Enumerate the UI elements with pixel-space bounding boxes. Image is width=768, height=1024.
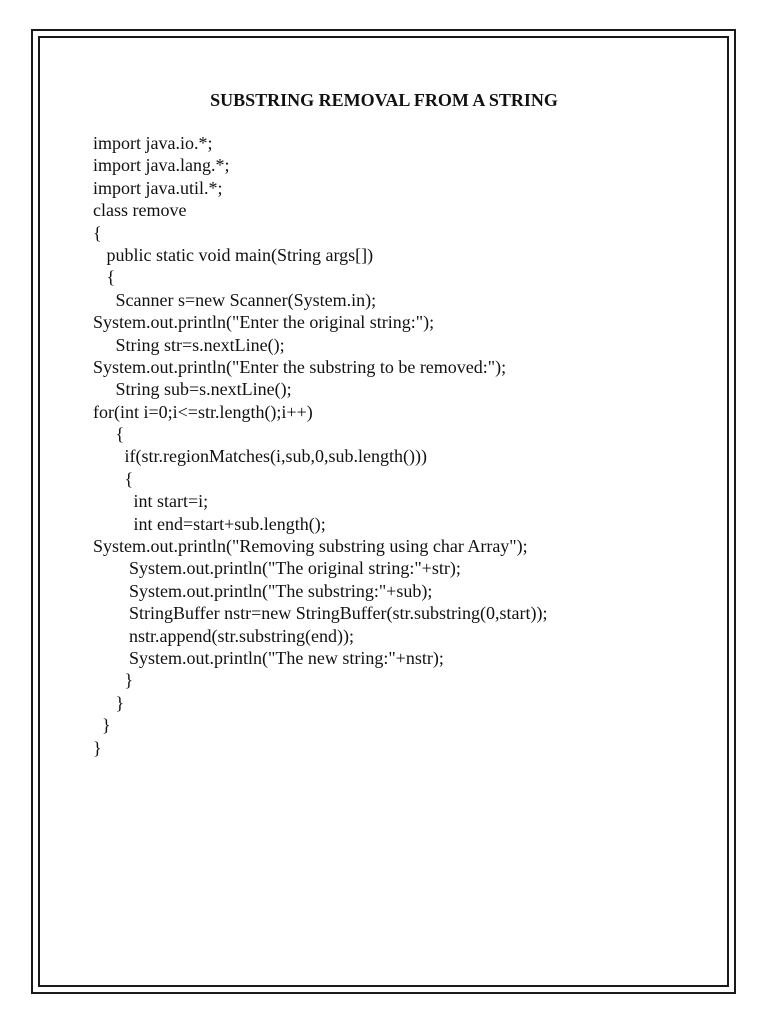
code-line: {	[93, 424, 125, 445]
code-line: public static void main(String args[])	[93, 244, 374, 265]
code-line: System.out.println("The new string:"+nstr);	[93, 647, 444, 668]
code-line: System.out.println("Enter the original string:");	[93, 312, 435, 333]
code-line: nstr.append(str.substring(end));	[93, 625, 354, 646]
code-line: System.out.println("The original string:"+str);	[93, 558, 461, 579]
code-line: import java.util.*;	[93, 177, 223, 198]
code-line: import java.io.*;	[93, 133, 213, 153]
code-line: }	[93, 692, 125, 713]
code-line: }	[93, 715, 111, 736]
code-line: import java.lang.*;	[93, 155, 230, 176]
document-title: SUBSTRING REMOVAL FROM A STRING	[210, 90, 558, 110]
code-line: }	[93, 737, 102, 758]
code-line: System.out.println("Enter the substring to be removed:");	[93, 356, 507, 377]
code-line: {	[93, 222, 102, 243]
code-line: {	[93, 468, 134, 489]
code-line: int start=i;	[93, 491, 209, 512]
code-line: StringBuffer nstr=new StringBuffer(str.substring(0,start));	[93, 603, 548, 624]
code-line: Scanner s=new Scanner(System.in);	[93, 289, 377, 310]
code-line: String sub=s.nextLine();	[93, 379, 292, 400]
code-line: {	[93, 267, 116, 288]
code-line: if(str.regionMatches(i,sub,0,sub.length()))	[93, 446, 427, 467]
code-line: }	[93, 670, 134, 691]
code-line: System.out.println("The substring:"+sub);	[93, 580, 433, 601]
code-line: int end=start+sub.length();	[93, 513, 326, 534]
code-line: class remove	[93, 200, 187, 221]
code-block	[93, 132, 547, 759]
code-line: System.out.println("Removing substring using char Array");	[93, 536, 528, 557]
code-line: String str=s.nextLine();	[93, 334, 285, 355]
code-line: for(int i=0;i<=str.length();i++)	[93, 401, 313, 422]
